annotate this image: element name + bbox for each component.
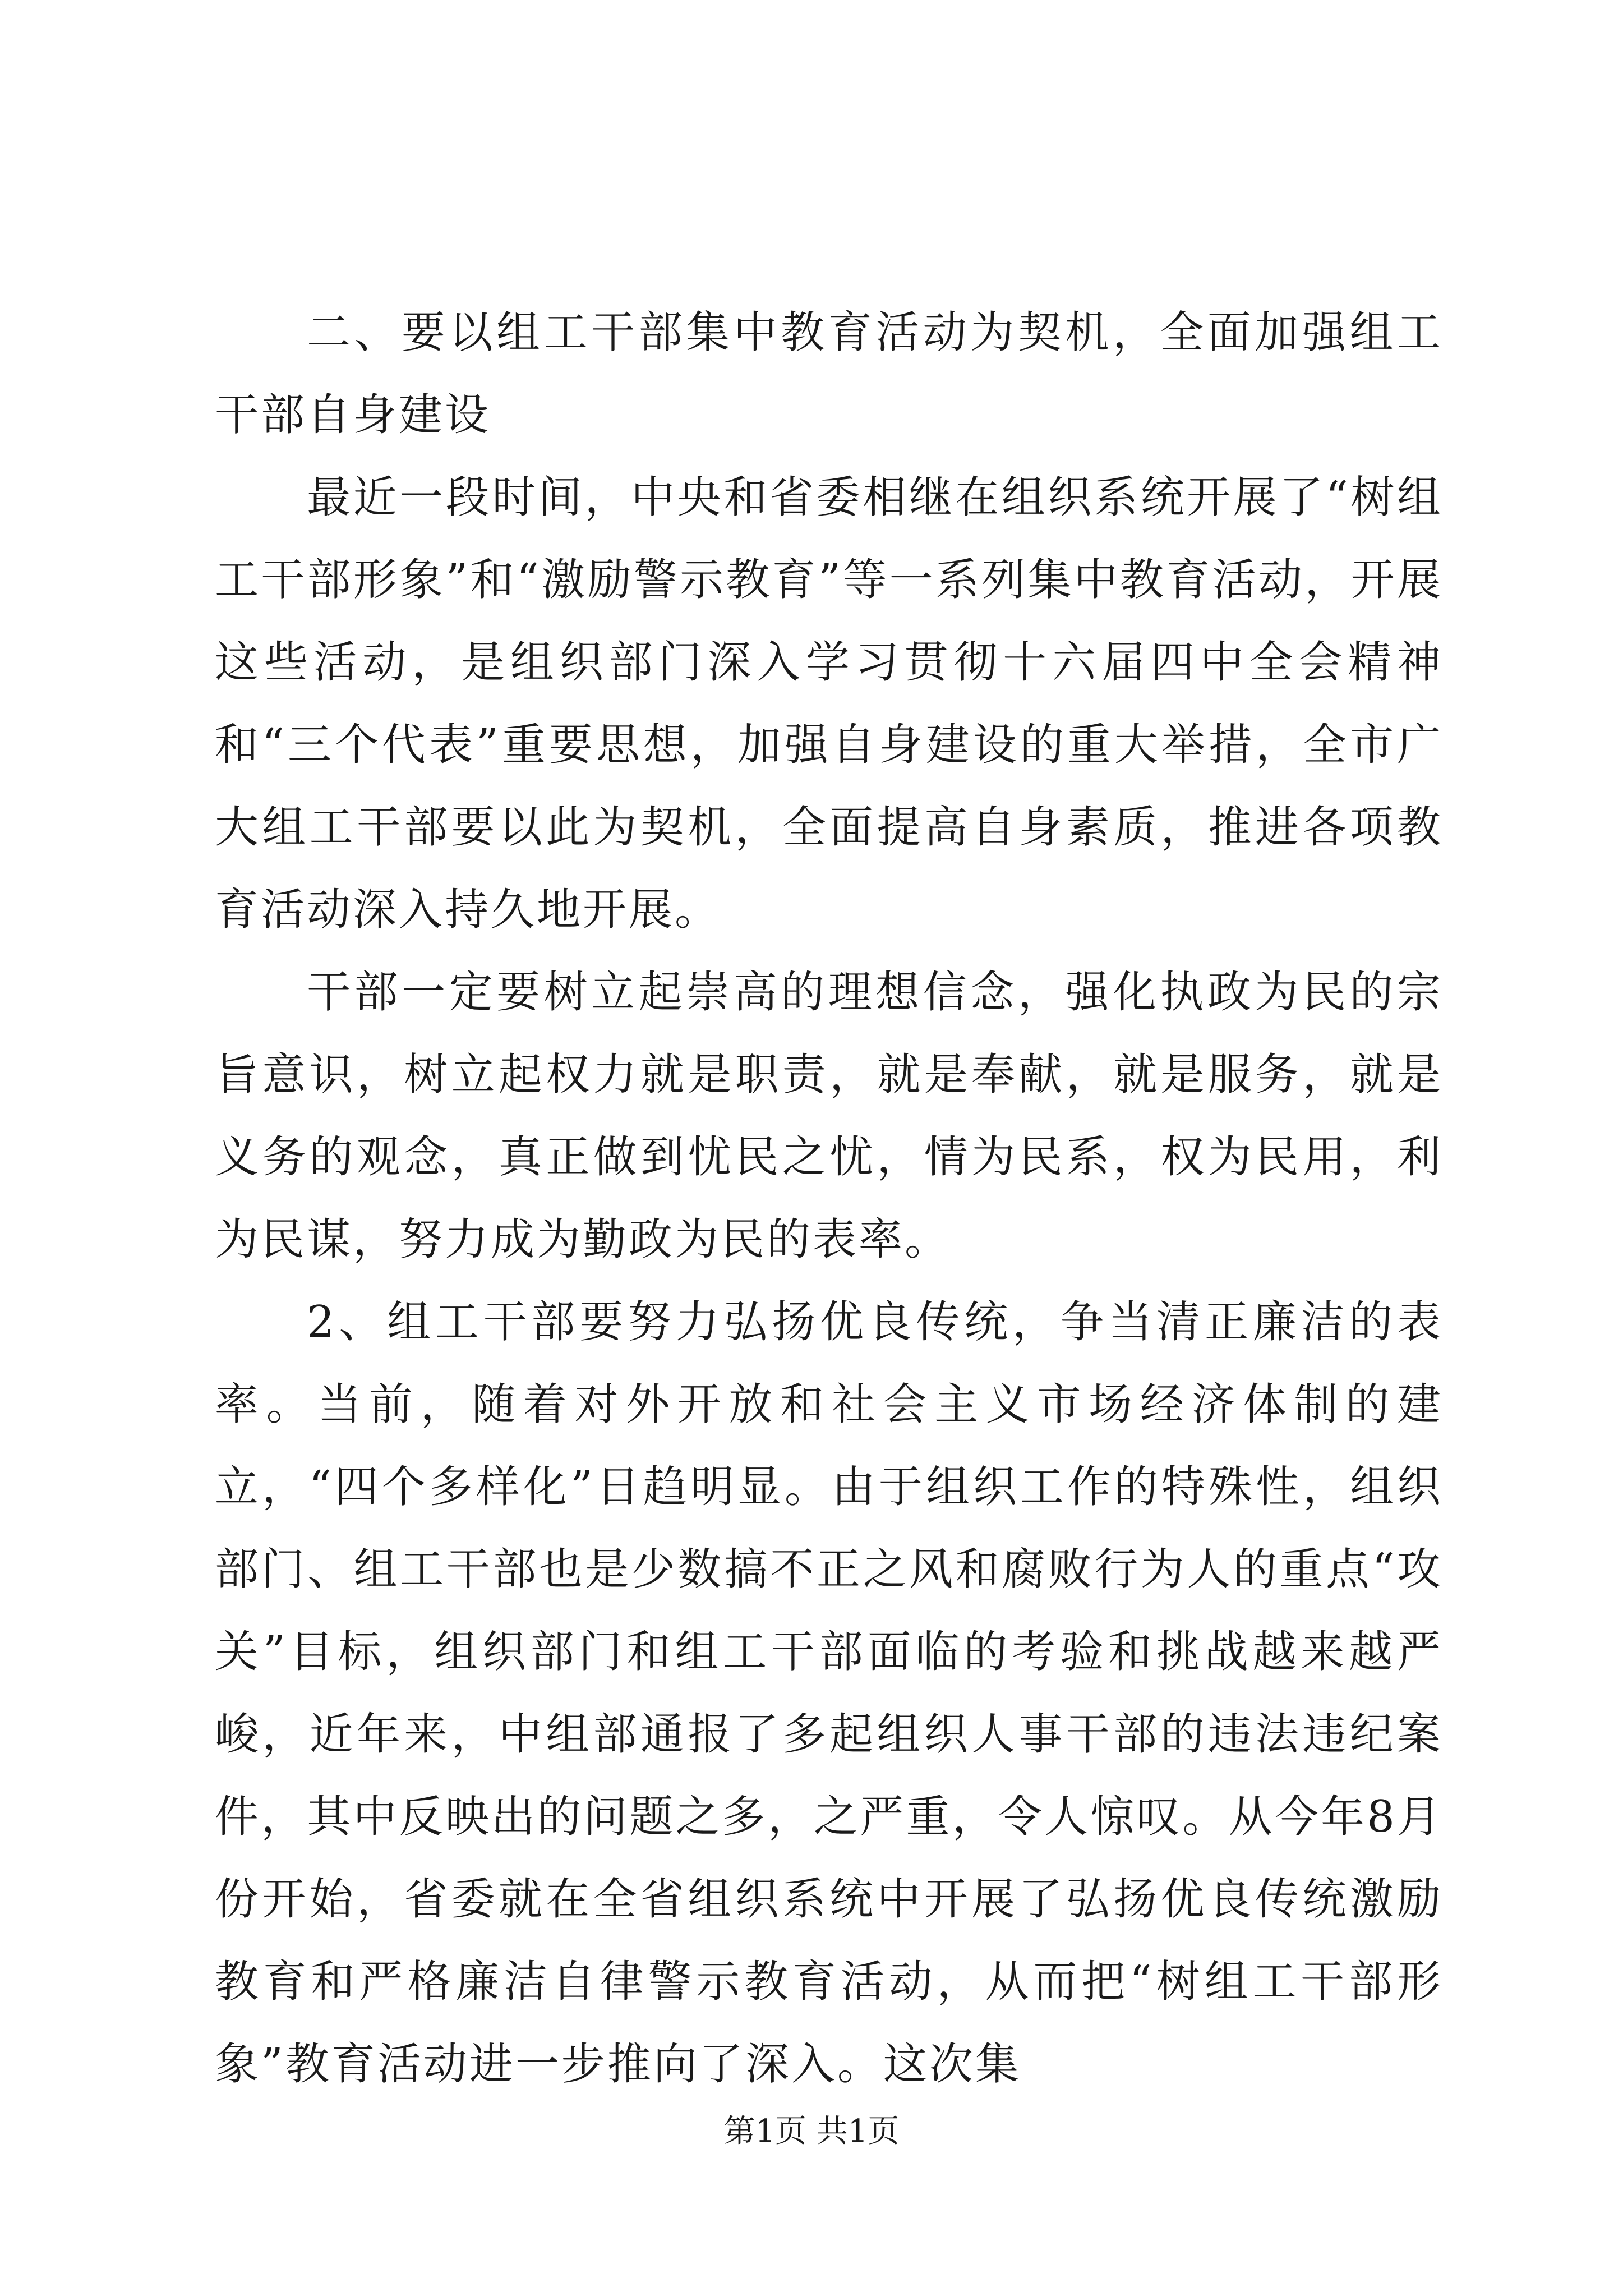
body-paragraph: 干部一定要树立起崇高的理想信念，强化执政为民的宗旨意识，树立起权力就是职责，就是奉献，就是服务，就是义务的观念，真正做到忧民之忧，情为民系，权为民用，利为民谋，努力成为勤政为民的表率。 bbox=[215, 967, 1443, 1265]
section-heading: 二、要以组工干部集中教育活动为契机，全面加强组工干部自身建设 bbox=[215, 307, 1443, 440]
page-footer: 第1页 共1页 bbox=[723, 2113, 900, 2150]
body-paragraph: 最近一段时间，中央和省委相继在组织系统开展了“树组工干部形象”和“激励警示教育”等一系列集中教育活动，开展这些活动，是组织部门深入学习贯彻十六届四中全会精神和“三个代表”重要思想，加强自身建设的重大举措，全市广大组工干部要以此为契机，全面提高自身素质，推进各项教育活动深入持久地开展。 bbox=[215, 472, 1443, 935]
document-body bbox=[215, 292, 1443, 2106]
body-paragraph: 2、组工干部要努力弘扬优良传统，争当清正廉洁的表率。当前，随着对外开放和社会主义市场经济体制的建立，“四个多样化”日趋明显。由于组织工作的特殊性，组织部门、组工干部也是少数搞不正之风和腐败行为人的重点“攻关”目标，组织部门和组工干部面临的考验和挑战越来越严峻，近年来，中组部通报了多起组织人事干部的违法违纪案件，其中反映出的问题之多，之严重，令人惊叹。从今年8月份开始，省委就在全省组织系统中开展了弘扬优良传统激励教育和严格廉洁自律警示教育活动，从而把“树组工干部形象”教育活动进一步推向了深入。这次集 bbox=[215, 1297, 1443, 2090]
